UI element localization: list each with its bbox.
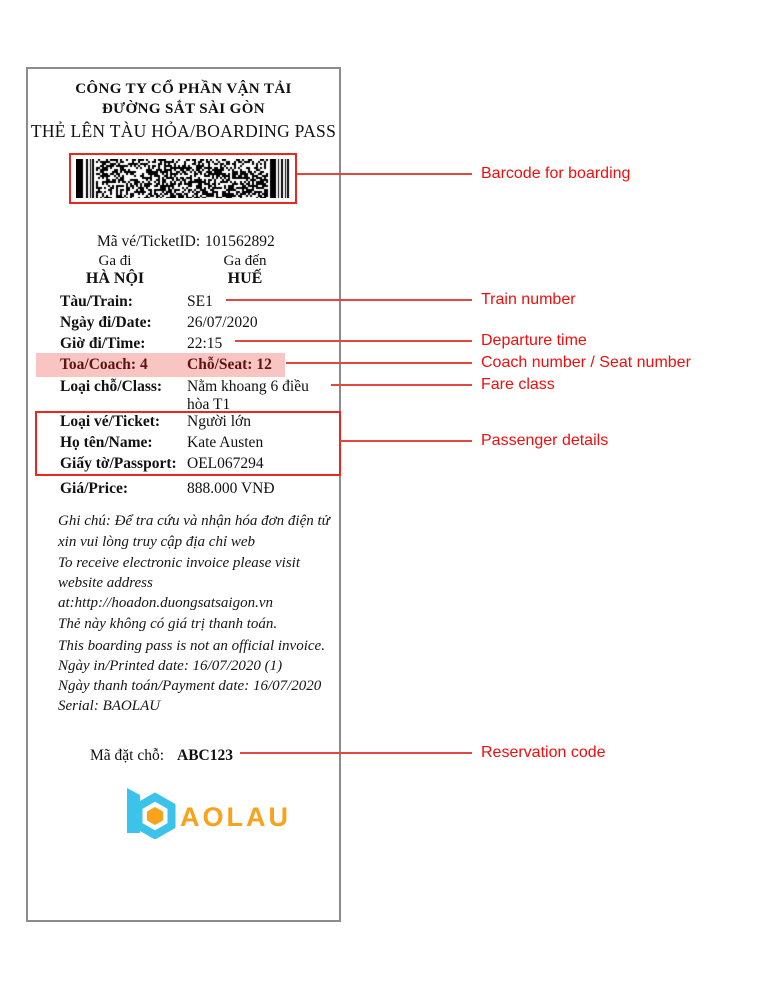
leader-line-reservation-code [240,752,472,754]
passenger-name-value: Kate Austen [187,434,264,451]
passport-label: Giấy tờ/Passport: [60,455,177,472]
annotation-passenger-details: Passenger details [481,432,609,449]
company-name-line1: CÔNG TY CỔ PHẦN VẬN TẢI [75,81,292,97]
leader-line-departure-time [235,340,472,342]
leader-line-train-number [226,299,472,301]
annotation-coach-seat: Coach number / Seat number [481,354,691,371]
reservation-code-value: ABC123 [177,747,233,764]
time-value: 22:15 [187,335,223,352]
coach-value: Toa/Coach: 4 [60,356,148,373]
ticket-type-label: Loại vé/Ticket: [60,413,161,430]
price-label: Giá/Price: [60,480,128,497]
note-line: Thẻ này không có giá trị thanh toán. [58,616,278,632]
class-label: Loại chỗ/Class: [60,378,163,395]
leader-line-fare-class [331,384,472,386]
train-value: SE1 [187,293,213,310]
annotation-departure-time: Departure time [481,332,587,349]
company-name-line2: ĐƯỜNG SẮT SÀI GÒN [101,101,266,117]
annotation-barcode: Barcode for boarding [481,165,631,182]
note-line: Serial: BAOLAU [58,698,161,714]
pass-title: THẺ LÊN TÀU HỎA/BOARDING PASS [30,121,337,141]
date-label: Ngày đi/Date: [60,314,152,331]
leader-line-barcode [297,173,472,175]
reservation-code-label: Mã đặt chỗ: [90,747,165,764]
note-line: at:http://hoadon.duongsatsaigon.vn [58,595,273,611]
date-value: 26/07/2020 [187,314,258,331]
arrival-station-name: HUẾ [227,270,263,287]
baolau-logo [122,783,291,839]
departure-station-label: Ga đi [98,253,132,269]
seat-value: Chỗ/Seat: 12 [187,356,272,373]
note-line: website address [58,575,153,591]
time-label: Giờ đi/Time: [60,335,146,352]
annotation-reservation-code: Reservation code [481,744,606,761]
barcode [76,159,290,198]
departure-station-name: HÀ NỘI [85,270,145,287]
note-line: This boarding pass is not an official invoice. [58,638,325,654]
price-value: 888.000 VNĐ [187,480,275,497]
passenger-name-label: Họ tên/Name: [60,434,153,451]
note-line: Ngày thanh toán/Payment date: 16/07/2020 [58,678,322,694]
class-value-line2: hòa T1 [187,396,231,413]
note-line: To receive electronic invoice please visit [58,555,300,571]
arrival-station-label: Ga đến [223,253,267,269]
baolau-logo-text: AOLAU [180,801,291,832]
passport-value: OEL067294 [187,455,264,472]
ticket-id-label: Mã vé/TicketID: [97,233,201,250]
barcode-annotation-frame [69,153,297,204]
boarding-pass-ticket [26,67,341,922]
annotation-train-number: Train number [481,291,576,308]
note-line: xin vui lòng truy cập địa chỉ web [58,534,256,550]
annotation-fare-class: Fare class [481,376,555,393]
ticket-type-value: Người lớn [187,413,251,430]
note-line: Ghi chú: Để tra cứu và nhận hóa đơn điện tử [58,513,330,529]
leader-line-passenger-details [340,440,472,442]
class-value-line1: Nằm khoang 6 điều [187,378,309,395]
leader-line-coach-seat [286,362,472,364]
note-line: Ngày in/Printed date: 16/07/2020 (1) [58,658,283,674]
ticket-id-value: 101562892 [205,233,275,250]
train-label: Tàu/Train: [60,293,133,310]
baolau-b-icon [122,783,176,839]
